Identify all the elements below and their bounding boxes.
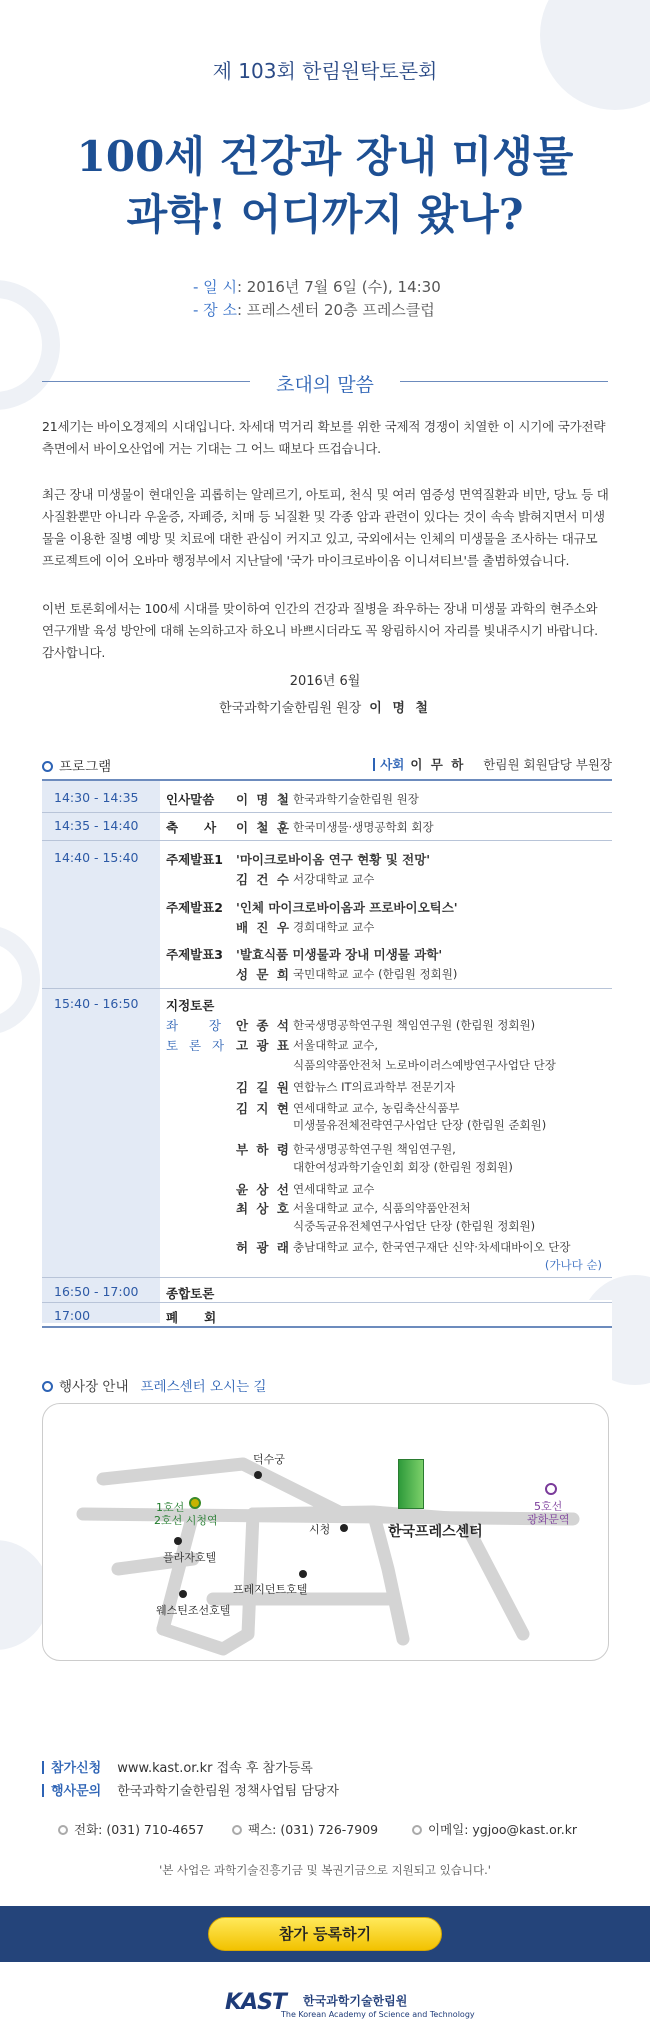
inquiry-label: 행사문의 [51, 1784, 102, 1799]
president-marker [299, 1570, 307, 1578]
panelist-affil: 연세대학교 교수, 농림축산식품부 [293, 1101, 460, 1115]
bar-icon [42, 1761, 44, 1774]
program-header [42, 755, 612, 779]
time-cell: 16:50 - 17:00 [54, 1284, 139, 1299]
mc-affil: 한림원 회원담당 부원장 [483, 757, 612, 772]
map-label-press-center: 한국프레스센터 [388, 1524, 483, 1540]
fax-value: 팩스: (031) 726-7909 [248, 1822, 379, 1837]
date-value: : 2016년 7월 6일 (수), 14:30 [236, 278, 441, 296]
divider [42, 812, 612, 813]
inquiry-row [42, 1780, 339, 1799]
page-title [0, 128, 650, 244]
panelist-name: 부 하 령 [236, 1142, 291, 1157]
time-cell: 15:40 - 16:50 [54, 996, 139, 1011]
session-category: 주제발표2 [166, 900, 223, 915]
time-cell: 17:00 [54, 1308, 91, 1323]
registration-row [42, 1757, 313, 1776]
divider [42, 988, 612, 989]
time-cell: 14:30 - 14:35 [54, 790, 139, 805]
panelist-affil: 충남대학교 교수, 한국연구재단 신약·차세대바이오 단장 [293, 1240, 571, 1254]
title-line-1: 100세 건강과 장내 미생물 [76, 132, 574, 181]
panelist-affil: 연합뉴스 IT의료과학부 전문기자 [293, 1080, 456, 1094]
venue-map[interactable] [42, 1403, 609, 1661]
alphabetical-note: (가나다 순) [544, 1258, 602, 1272]
session-category: 주제발표1 [166, 852, 223, 867]
talk-title: '인체 마이크로바이옴과 프로바이오틱스' [236, 900, 458, 915]
fax-icon [232, 1825, 242, 1835]
subway-line5-icon [545, 1483, 557, 1495]
email-value[interactable]: 이메일: ygjoo@kast.or.kr [428, 1822, 578, 1837]
time-cell: 14:35 - 14:40 [54, 818, 139, 833]
venue-header [42, 1375, 266, 1395]
subway-line12-icon [189, 1497, 201, 1509]
title-line-2: 과학! 어디까지 왔나? [126, 190, 524, 239]
speaker-affil: 국민대학교 교수 (한림원 정회원) [293, 967, 458, 981]
panelist-name: 김 지 현 [236, 1101, 291, 1116]
register-button[interactable]: 참가 등록하기 [208, 1917, 442, 1951]
panelist-affil: 서울대학교 교수, 식품의약품안전처 [293, 1201, 471, 1215]
logo-english: The Korean Academy of Science and Technology [281, 2010, 475, 2019]
time-cell: 14:40 - 15:40 [54, 850, 139, 865]
speaker-name: 김 건 수 [236, 872, 291, 887]
phone-icon [58, 1825, 68, 1835]
panelist-affil: 연세대학교 교수 [293, 1182, 375, 1196]
speaker-name: 이 철 훈 [236, 820, 291, 835]
panelist-affil-2: 미생물유전체전략연구사업단 단장 (한림원 준회원) [293, 1118, 547, 1132]
mc-name: 이 무 하 [410, 757, 466, 772]
greeting-date: 2016년 6월 [289, 674, 361, 689]
panelist-name: 허 광 래 [236, 1240, 291, 1255]
mc-info [373, 755, 612, 773]
fax-item [232, 1820, 378, 1838]
map-label-cityhall: 시청 [309, 1523, 331, 1536]
speaker-affil: 한국과학기술한림원 원장 [293, 792, 419, 806]
venue-heading: 행사장 안내 [59, 1379, 129, 1395]
session-category: 폐 회 [166, 1310, 217, 1325]
greeting-para-2: 최근 장내 미생물이 현대인을 괴롭히는 알레르기, 아토피, 천식 및 여러 염증성 면역질환과 비만, 당뇨 등 대사질환뿐만 아니라 우울증, 자폐증, 치매 등 뇌질환 및 각종 암과 관련이 있다는 것이 속속 밝혀지면서 미생물을 이용한 질병 예방 및 치료에 대한 관심이 커지고 있고, 국외에서는 인체의 미생물을 조사하는 대규모 프로젝트에 이어 오바마 행정부에서 지난달에 '국가 마이크로바이옴 이니셔티브'를 출범하였습니다. [42, 487, 609, 568]
kast-logo [225, 1990, 475, 2022]
email-icon [412, 1825, 422, 1835]
map-label-plaza: 플라자호텔 [163, 1551, 217, 1564]
talk-title: '마이크로바이옴 연구 현황 및 전망' [236, 852, 431, 867]
decor-ring [0, 925, 40, 1035]
panelist-name: 최 상 호 [236, 1201, 291, 1216]
map-label-cityhall-station: 2호선 시청역 [154, 1514, 218, 1527]
event-info [193, 276, 441, 322]
signer-name: 이 명 철 [369, 701, 431, 716]
speaker-affil: 한국미생물·생명공학회 회장 [293, 820, 434, 834]
divider [42, 1326, 612, 1328]
greeting-para-3: 이번 토론회에서는 100세 시대를 맞이하여 인간의 건강과 질병을 좌우하는 장내 미생물 과학의 현주소와 연구개발 육성 방안에 대해 논의하고자 하오니 바쁘시더라도 꼭 왕림하시어 자리를 빛내주시기 바랍니다. 감사합니다. [42, 601, 598, 660]
panelist-name: 안 종 석 [236, 1018, 291, 1033]
panelist-affil-2: 식품의약품안전처 노로바이러스예방연구사업단 단장 [293, 1058, 556, 1072]
panelist-name: 윤 상 선 [236, 1182, 291, 1197]
panelist-name: 고 광 표 [236, 1038, 291, 1053]
speaker-affil: 경희대학교 교수 [293, 920, 375, 934]
map-label-line5: 5호선 [534, 1500, 563, 1513]
logo-korean: 한국과학기술한림원 [303, 1994, 408, 2008]
greeting-para-1: 21세기는 바이오경제의 시대입니다. 차세대 먹거리 확보를 위한 국제적 경쟁이 치열한 이 시기에 국가전략 측면에서 바이오산업에 거는 기대는 그 어느 때보다 뜨겁습니다. [42, 419, 606, 456]
speaker-name: 배 진 우 [236, 920, 291, 935]
divider [42, 1302, 612, 1303]
panelist-affil: 한국생명공학연구원 책임연구원 (한림원 정회원) [293, 1018, 536, 1032]
chair-label: 좌 장 [166, 1018, 222, 1033]
logo-kast: KAST [225, 1990, 286, 2015]
funding-note: '본 사업은 과학기술진흥기금 및 복권기금으로 지원되고 있습니다.' [159, 1863, 491, 1877]
phone-value[interactable]: 전화: (031) 710-4657 [74, 1822, 205, 1837]
plaza-marker [174, 1537, 182, 1545]
press-center-building-icon [398, 1459, 424, 1509]
bar-icon [373, 758, 375, 771]
mc-label: 사회 [380, 757, 405, 772]
divider [42, 840, 612, 841]
event-subtitle: 제 103회 한림원탁토론회 [212, 59, 438, 83]
email-item [412, 1820, 577, 1838]
bar-icon [42, 1784, 44, 1797]
talk-title: '발효식품 미생물과 장내 미생물 과학' [236, 947, 443, 962]
inquiry-value: 한국과학기술한림원 정책사업팀 담당자 [117, 1784, 339, 1799]
session-category: 종합토론 [166, 1286, 215, 1301]
map-label-westin: 웨스틴조선호텔 [156, 1604, 231, 1617]
registration-label: 참가신청 [51, 1761, 102, 1776]
session-category: 지정토론 [166, 998, 215, 1013]
program-heading: 프로그램 [59, 759, 112, 775]
speaker-name: 성 문 희 [236, 967, 291, 982]
registration-value[interactable]: www.kast.or.kr 접속 후 참가등록 [117, 1761, 313, 1776]
panelist-label: 토 론 자 [166, 1038, 226, 1053]
speaker-name: 이 명 철 [236, 792, 291, 807]
circle-bullet-icon [42, 1381, 53, 1392]
venue-subheading: 프레스센터 오시는 길 [140, 1379, 267, 1395]
speaker-affil: 서강대학교 교수 [293, 872, 375, 886]
session-category: 인사말씀 [166, 792, 215, 807]
panelist-affil-2: 식중독균유전체연구사업단 단장 (한림원 정회원) [293, 1219, 536, 1233]
panelist-affil-2: 대한여성과학기술인회 회장 (한림원 정회원) [293, 1160, 513, 1174]
map-label-gwanghwamun: 광화문역 [527, 1513, 570, 1526]
session-category: 주제발표3 [166, 947, 223, 962]
session-category: 축 사 [166, 820, 217, 835]
greeting-title: 초대의 말씀 [276, 374, 374, 396]
place-label: - 장 소 [193, 301, 237, 319]
signer-title: 한국과학기술한림원 원장 [218, 701, 362, 716]
map-label-president: 프레지던트호텔 [233, 1583, 308, 1596]
signature [0, 697, 650, 716]
westin-marker [179, 1590, 187, 1598]
circle-bullet-icon [42, 761, 53, 772]
deoksugung-marker [254, 1471, 262, 1479]
phone-item [58, 1820, 204, 1838]
panelist-affil: 한국생명공학연구원 책임연구원, [293, 1142, 456, 1156]
panelist-affil: 서울대학교 교수, [293, 1038, 379, 1052]
map-label-line1: 1호선 [156, 1501, 185, 1514]
panelist-name: 김 길 원 [236, 1080, 291, 1095]
cityhall-marker [340, 1524, 348, 1532]
map-label-deoksugung: 덕수궁 [253, 1453, 285, 1466]
place-value: : 프레스센터 20층 프레스클럽 [236, 301, 435, 319]
date-label: - 일 시 [193, 278, 237, 296]
